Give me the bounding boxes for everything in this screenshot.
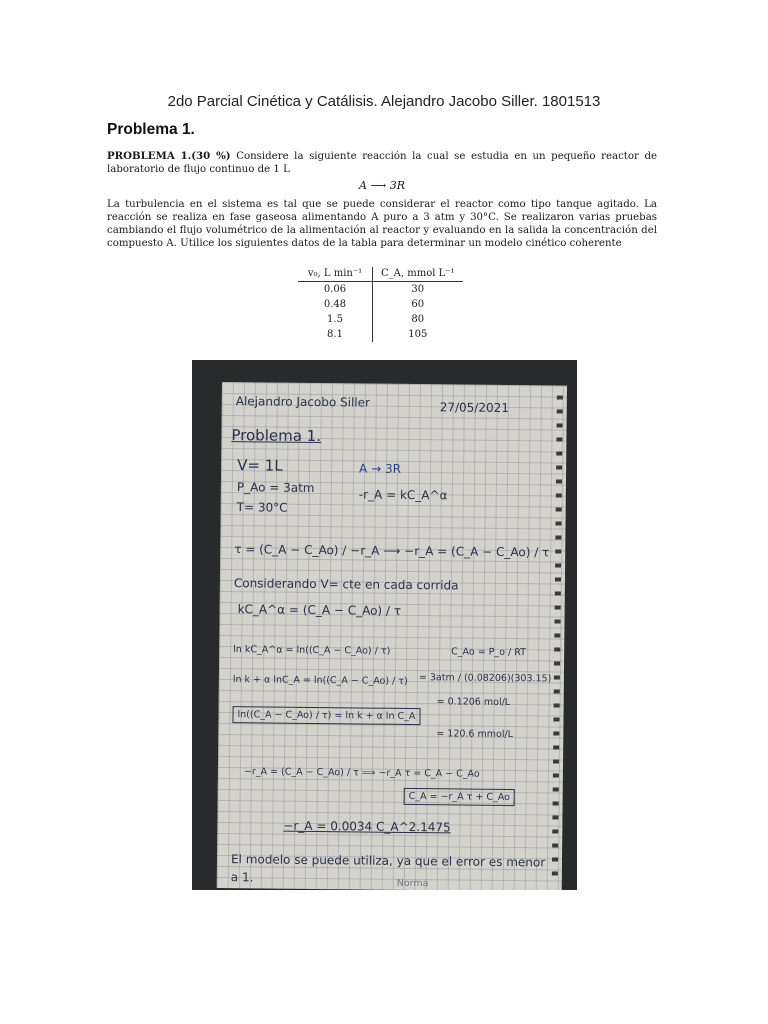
table-row: 0.06 30 — [298, 282, 463, 298]
equation-k: kC_A^α = (C_A − C_Ao) / τ — [237, 602, 402, 618]
equation-ln-1: ln kC_A^α = ln((C_A − C_Ao) / τ) — [233, 644, 391, 657]
rate-law-result: −r_A = 0.0034 C_A^2.1475 — [283, 818, 451, 835]
rate-tau-relation: −r_A = (C_A − C_Ao) / τ ⟹ −r_A τ = C_A − C_Ao — [243, 766, 480, 780]
reaction-equation: A ⟶ 3R — [359, 179, 405, 192]
cao-value-mol: = 0.1206 mol/L — [436, 696, 511, 709]
given-volume: V= 1L — [237, 456, 283, 475]
problem-intro: PROBLEMA 1.(30 %) Considere la siguiente reacción la cual se estudia en un pequeño reactor de laboratorio de flujo continuo de 1 L — [107, 150, 657, 175]
document-title: 2do Parcial Cinética y Catálisis. Alejandro Jacobo Siller. 1801513 — [167, 93, 601, 110]
given-temperature: T= 30°C — [236, 500, 288, 515]
equation-ln-2: ln k + α lnC_A = ln((C_A − C_Ao) / τ) — [232, 674, 408, 687]
notebook-heading: Problema 1. — [231, 426, 322, 446]
table-header-flow: v₀, L min⁻¹ — [298, 267, 373, 282]
notebook-date: 27/05/2021 — [439, 400, 509, 416]
assumption-text: Considerando V= cte en cada corrida — [233, 576, 459, 593]
cao-substitution: = 3atm / (0.08206)(303.15) — [418, 672, 552, 685]
table-row: 0.48 60 — [298, 297, 463, 312]
problem-body: La turbulencia en el sistema es tal que se puede considerar el reactor como tipo tanque agitado. La reacción se realiza en fase gaseosa alimentando A puro a 3 atm y 30°C. Se realizaron varias pruebas cambiando el flujo volumétrico de la alimentación al reactor y evaluando en la salida la concentración del compuesto A. Utilice los siguientes datos de la tabla para determinar un modelo cinético coherente — [107, 199, 657, 249]
table-row: 8.1 105 — [298, 327, 463, 342]
rate-law: -r_A = kC_A^α — [358, 487, 448, 503]
conclusion-line-1: El modelo se puede utiliza, ya que el error es menor — [230, 852, 546, 870]
data-table — [298, 267, 463, 342]
boxed-ca-equation: C_A = −r_A τ + C_Ao — [404, 788, 515, 806]
problem-statement — [107, 150, 657, 250]
table-row: 1.5 80 — [298, 312, 463, 327]
problem-lead: PROBLEMA 1.(30 %) — [107, 150, 231, 162]
notebook-photo — [192, 360, 577, 890]
tau-equation: τ = (C_A − C_Ao) / −r_A ⟶ −r_A = (C_A − C_Ao) / τ — [234, 542, 550, 560]
given-pressure: P_Ao = 3atm — [236, 480, 315, 495]
cao-definition: C_Ao = P_o / RT — [451, 646, 527, 659]
student-name: Alejandro Jacobo Siller — [235, 394, 371, 410]
section-heading: Problema 1. — [107, 121, 195, 138]
conclusion-line-2: a 1. — [230, 870, 254, 885]
boxed-linear-equation: ln((C_A − C_Ao) / τ) = ln k + α ln C_A — [232, 706, 420, 725]
notebook-reaction: A → 3R — [359, 461, 402, 476]
page-mark: Norma — [396, 877, 429, 890]
notebook-page — [217, 382, 567, 890]
spiral-binding — [552, 396, 563, 876]
table-header-conc: C_A, mmol L⁻¹ — [373, 267, 463, 282]
cao-value-mmol: = 120.6 mmol/L — [436, 728, 514, 741]
